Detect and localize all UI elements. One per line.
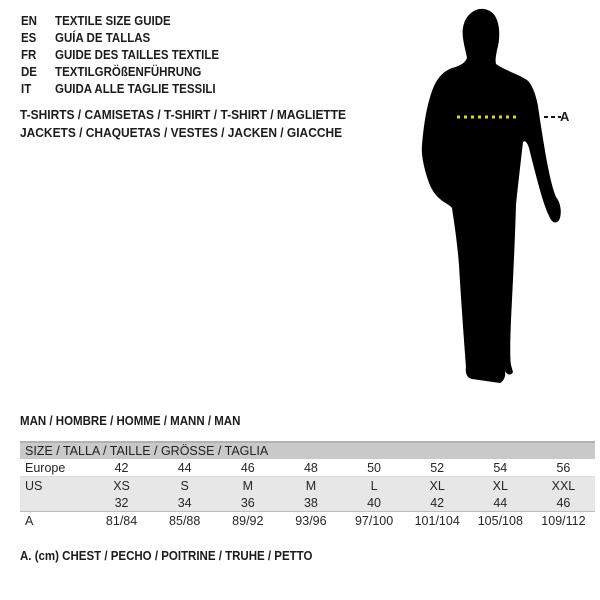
row-label: Europe xyxy=(20,459,90,477)
row-label: A xyxy=(20,512,90,530)
cell: 42 xyxy=(406,494,469,512)
table-row-europe xyxy=(20,459,595,477)
cell: 85/88 xyxy=(153,512,216,530)
size-table-header-row xyxy=(20,442,595,459)
cell: 34 xyxy=(153,494,216,512)
cell: 44 xyxy=(153,459,216,477)
category-line-jackets: JACKETS / CHAQUETAS / VESTES / JACKEN / GIACCHE xyxy=(20,125,343,140)
language-row xyxy=(21,63,219,80)
language-label: TEXTILE SIZE GUIDE xyxy=(55,13,171,28)
footnote-chest: A. (cm) CHEST / PECHO / POITRINE / TRUHE / PETTO xyxy=(20,549,313,563)
language-row xyxy=(21,46,219,63)
cell: 32 xyxy=(90,494,153,512)
language-label: GUÍA DE TALLAS xyxy=(55,30,151,45)
language-label: GUIDA ALLE TAGLIE TESSILI xyxy=(55,81,216,96)
language-code: DE xyxy=(21,64,37,79)
cell: 46 xyxy=(532,494,595,512)
cell: XL xyxy=(469,477,532,495)
cell: 50 xyxy=(343,459,406,477)
language-code: IT xyxy=(21,81,32,96)
man-silhouette-figure xyxy=(410,0,580,400)
cell: 105/108 xyxy=(469,512,532,530)
table-row-us xyxy=(20,477,595,495)
cell: 93/96 xyxy=(279,512,342,530)
cell: 36 xyxy=(216,494,279,512)
cell: XXL xyxy=(532,477,595,495)
language-code: EN xyxy=(21,13,37,28)
cell: S xyxy=(153,477,216,495)
language-label: TEXTILGRÖßENFÜHRUNG xyxy=(55,64,202,79)
man-silhouette-shape xyxy=(422,9,561,383)
cell: XL xyxy=(406,477,469,495)
language-list xyxy=(21,12,219,97)
category-lines xyxy=(20,106,346,142)
cell: 44 xyxy=(469,494,532,512)
section-title-man: MAN / HOMBRE / HOMME / MANN / MAN xyxy=(20,414,241,428)
category-line-tshirts: T-SHIRTS / CAMISETAS / T-SHIRT / T-SHIRT / MAGLIETTE xyxy=(20,107,347,122)
table-row-us-numeric xyxy=(20,494,595,512)
cell: 81/84 xyxy=(90,512,153,530)
cell: XS xyxy=(90,477,153,495)
language-label: GUIDE DES TAILLES TEXTILE xyxy=(55,47,220,62)
cell: L xyxy=(343,477,406,495)
cell: M xyxy=(279,477,342,495)
size-table xyxy=(20,441,595,529)
table-row-chest-cm xyxy=(20,512,595,530)
measure-label-a: A xyxy=(560,109,570,124)
size-table-header: SIZE / TALLA / TAILLE / GRÖSSE / TAGLIA xyxy=(20,442,595,459)
language-row xyxy=(21,12,219,29)
cell: 40 xyxy=(343,494,406,512)
cell: M xyxy=(216,477,279,495)
row-label: US xyxy=(20,477,90,495)
language-row xyxy=(21,80,219,97)
cell: 42 xyxy=(90,459,153,477)
language-code: FR xyxy=(21,47,37,62)
cell: 46 xyxy=(216,459,279,477)
cell: 48 xyxy=(279,459,342,477)
cell: 54 xyxy=(469,459,532,477)
cell: 89/92 xyxy=(216,512,279,530)
cell: 56 xyxy=(532,459,595,477)
language-code: ES xyxy=(21,30,37,45)
cell: 101/104 xyxy=(406,512,469,530)
cell: 97/100 xyxy=(343,512,406,530)
cell: 38 xyxy=(279,494,342,512)
row-label xyxy=(20,494,90,512)
language-row xyxy=(21,29,219,46)
cell: 52 xyxy=(406,459,469,477)
cell: 109/112 xyxy=(532,512,595,530)
